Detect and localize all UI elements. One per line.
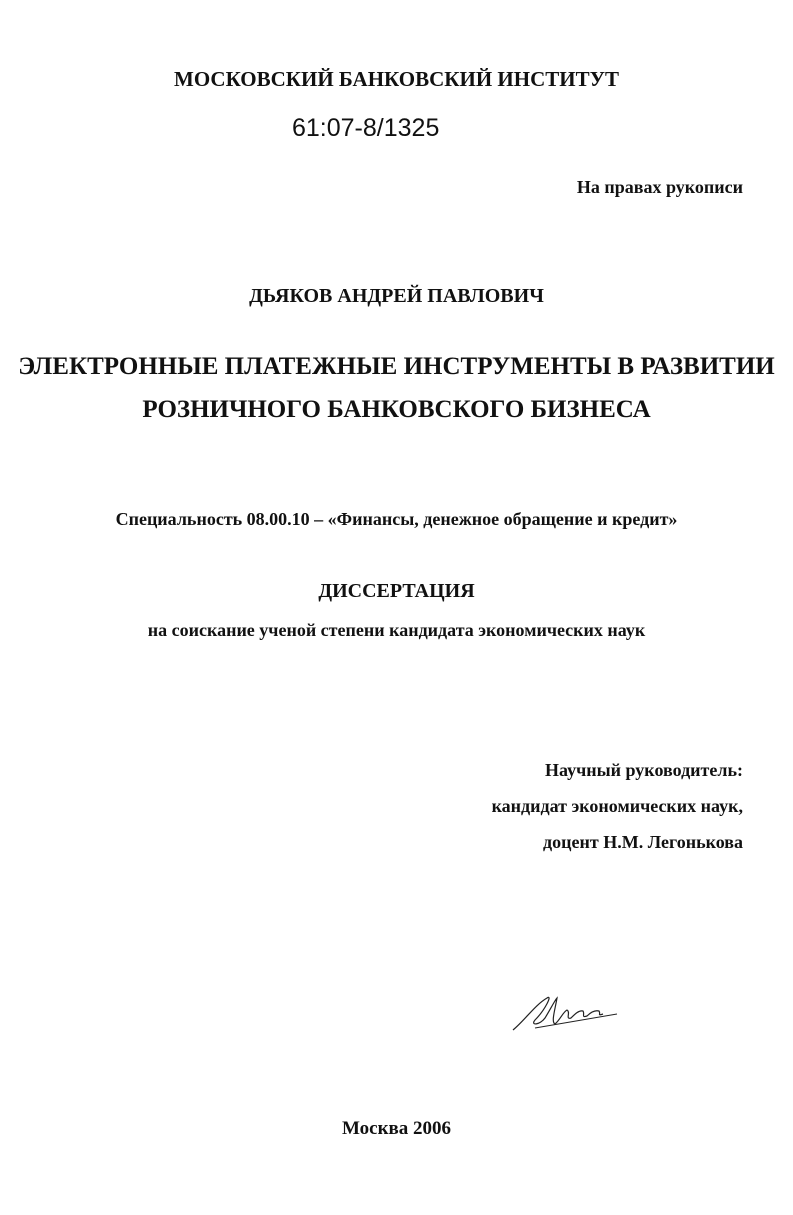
place-and-year: Москва 2006 [341, 1118, 452, 1139]
author-name: ДЬЯКОВ АНДРЕЙ ПАВЛОВИЧ [249, 285, 544, 307]
degree-line: на соискание ученой степени кандидата экономических наук [147, 620, 646, 640]
advisor-label: Научный руководитель: [545, 760, 743, 780]
catalog-code: 61:07-8/1325 [292, 114, 440, 142]
signature [505, 980, 620, 1040]
advisor-name: доцент Н.М. Легонькова [543, 832, 743, 852]
title-line-2: РОЗНИЧНОГО БАНКОВСКОГО БИЗНЕСА [142, 396, 651, 423]
specialty: Специальность 08.00.10 – «Финансы, денежное обращение и кредит» [115, 509, 678, 529]
institution-name: МОСКОВСКИЙ БАНКОВСКИЙ ИНСТИТУТ [174, 67, 619, 91]
advisor-degree: кандидат экономических наук, [491, 796, 743, 816]
document-type: ДИССЕРТАЦИЯ [318, 580, 475, 602]
title-line-1: ЭЛЕКТРОННЫЕ ПЛАТЕЖНЫЕ ИНСТРУМЕНТЫ В РАЗВИТИИ [18, 353, 775, 380]
rights-note: На правах рукописи [576, 177, 743, 197]
